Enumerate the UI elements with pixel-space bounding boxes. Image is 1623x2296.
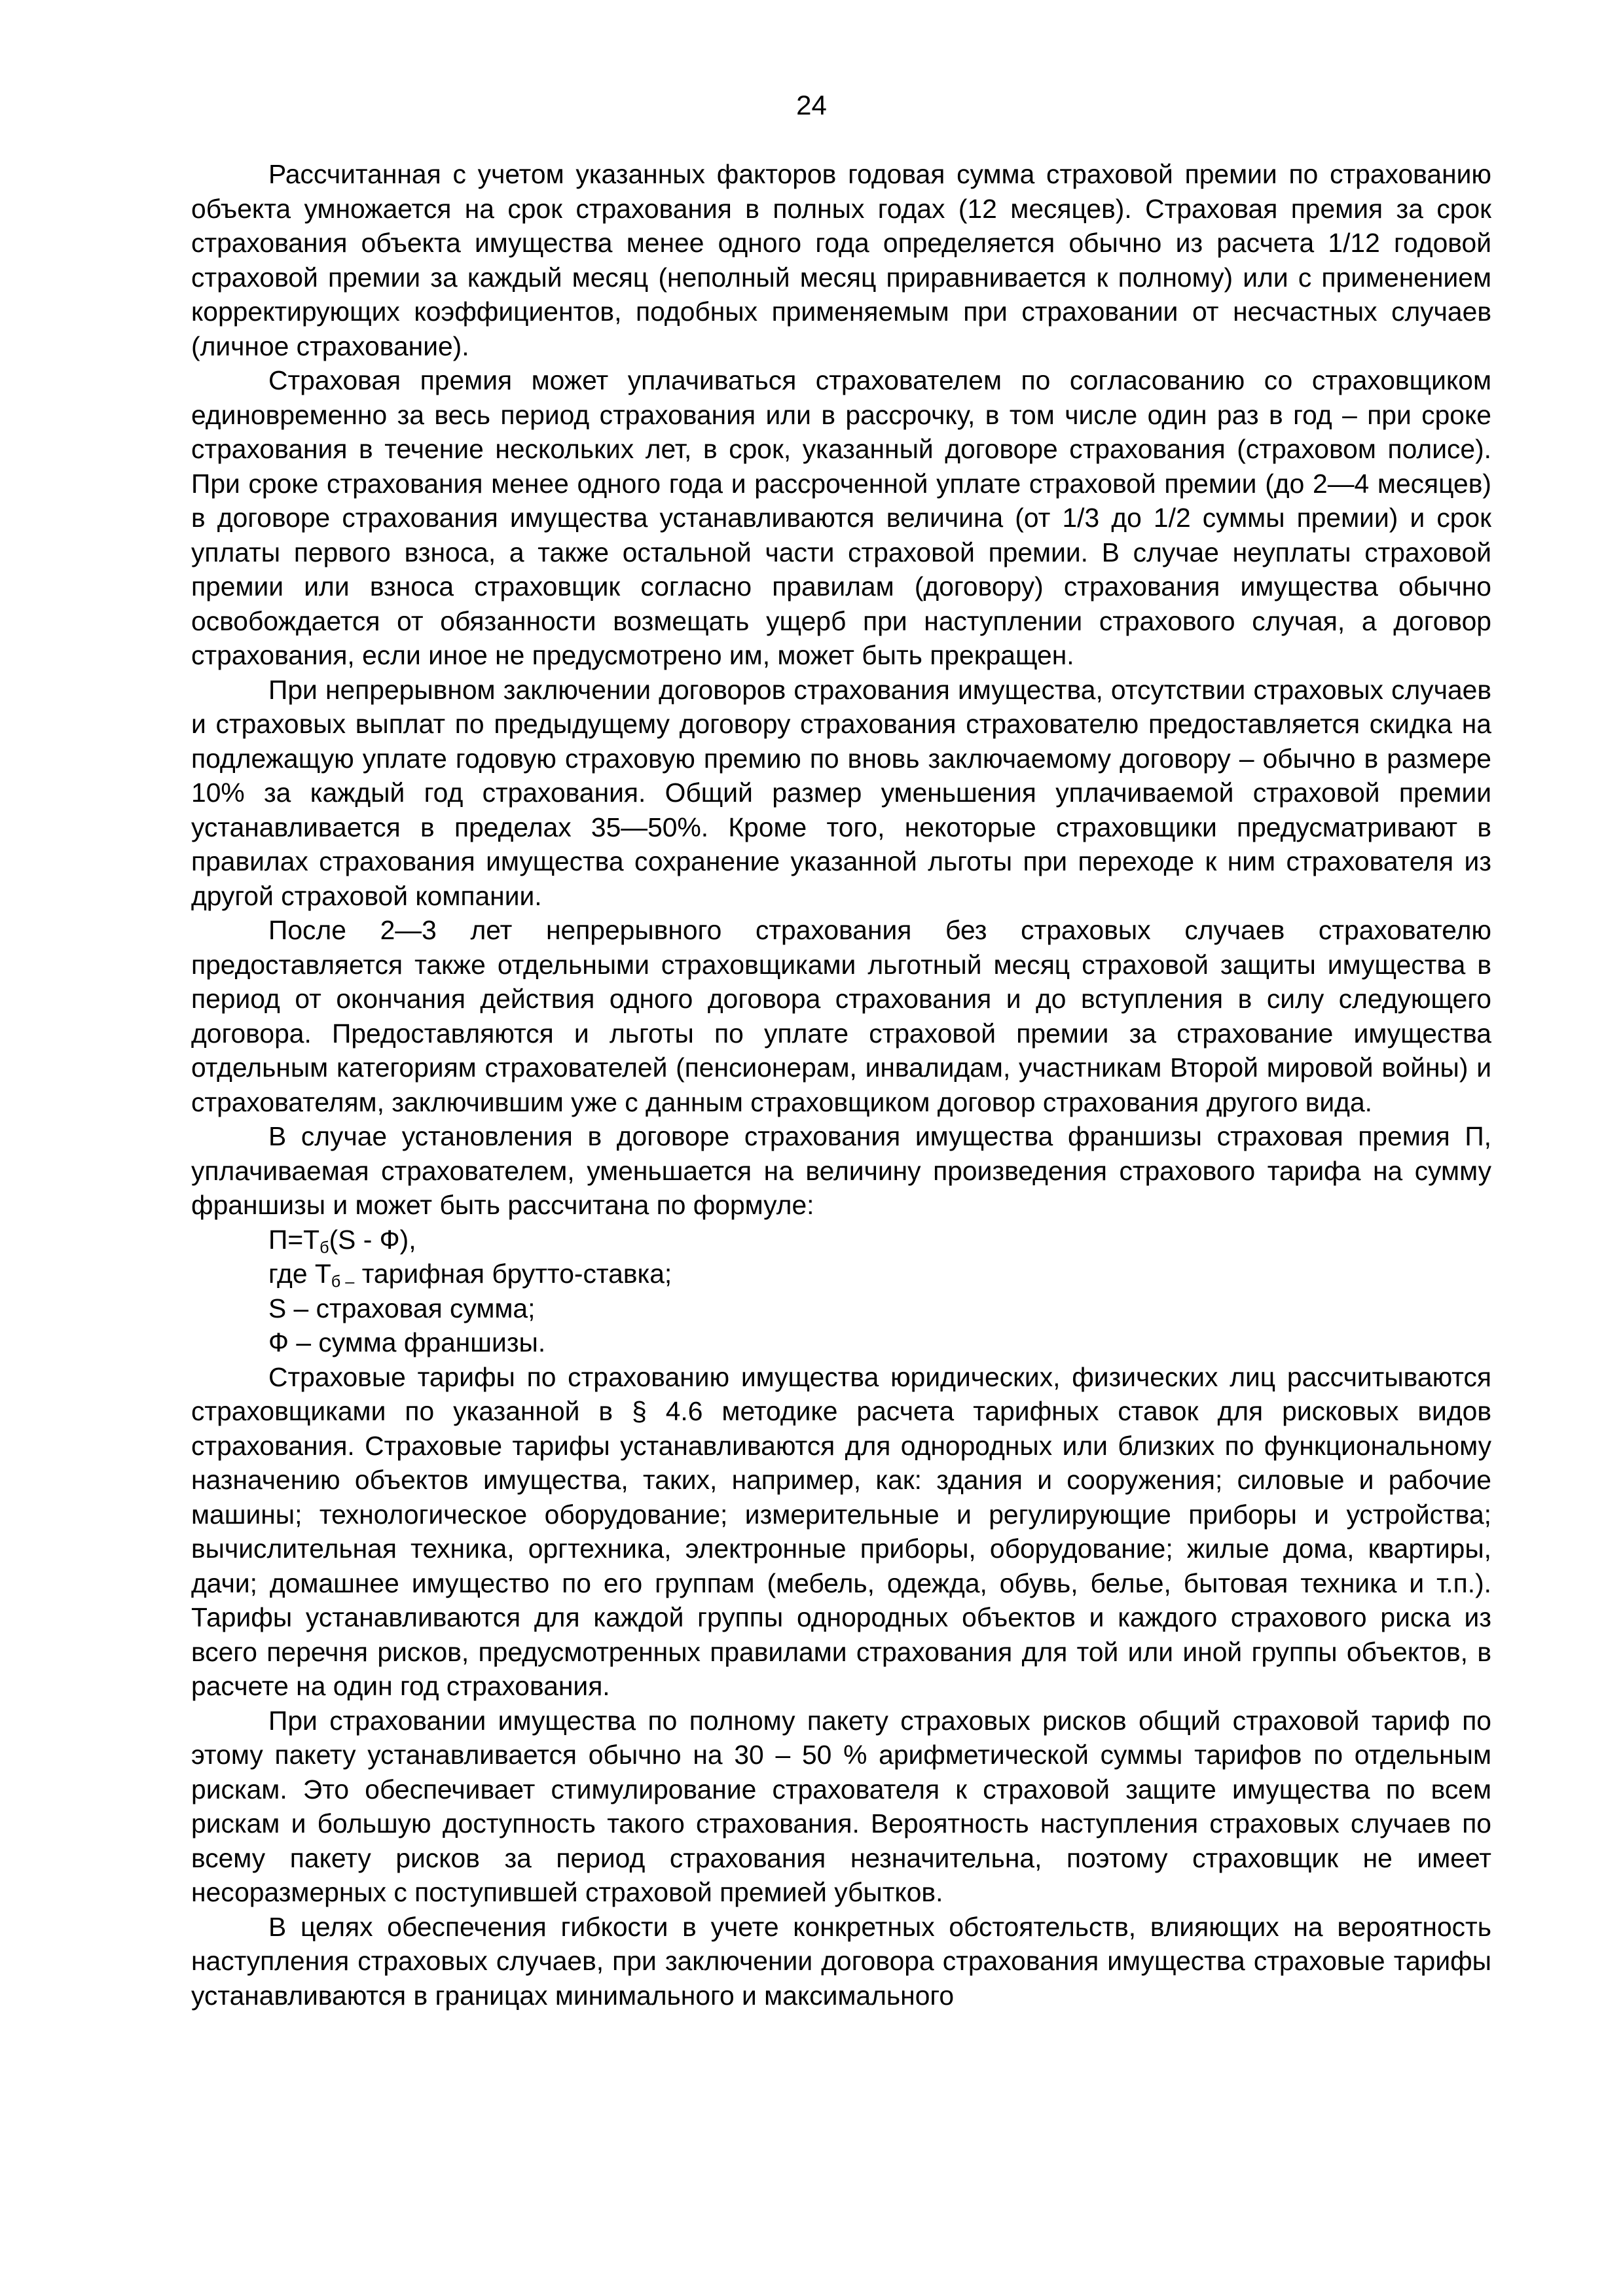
paragraph-annual-premium: Рассчитанная с учетом указанных факторов годовая сумма страховой премии по страхованию объекта умножается на срок страхования в полных годах (12 месяцев). Страховая премия за срок страхования объекта имущества менее одного года определяется обычно из расчета 1/12 годовой страховой премии за каждый месяц (неполный месяц приравнивается к полному) или с применением корректирующих коэффициентов, подобных применяемым при страховании от несчастных случаев (личное страхование). [191,159,1491,361]
formula-definition-franchise: Ф – сумма франшизы. [268,1327,546,1357]
page-number: 24 [796,90,827,120]
formula-definition-sum: S – страховая сумма; [268,1293,536,1323]
formula-main: $П=Т_б(S - Ф)$, [268,1224,416,1257]
paragraph-payment-terms: Страховая премия может уплачиваться страхователем по согласованию со страховщиком единовременно за весь период страхования или в рассрочку, в том числе один раз в год – при сроке страхования в течение нескольких лет, в срок, указанный договоре страхования (страховом полисе). При сроке страхования менее одного года и рассроченной уплате страховой премии (до 2—4 месяцев) в договоре страхования имущества устанавливаются величина (от 1/3 до 1/2 суммы премии) и срок уплаты первого взноса, а также остальной части страховой премии. В случае неуплаты страховой премии или взноса страховщик согласно правилам (договору) страхования имущества обычно освобождается от обязанности возмещать ущерб при наступлении страхового случая, а договор страхования, если иное не предусмотрено им, может быть прекращен. [191,365,1491,670]
paragraph-franchise: В случае установления в договоре страхования имущества франшизы страховая премия П, уплачиваемая страхователем, уменьшается на величину произведения страхового тарифа на сумму франшизы и может быть рассчитана по формуле: [191,1121,1491,1220]
paragraph-grace-month: После 2—3 лет непрерывного страхования без страховых случаев страхователю предоставляется также отдельными страховщиками льготный месяц страховой защиты имущества в период от окончания действия одного договора страхования и до вступления в силу следующего договора. Предоставляются и льготы по уплате страховой премии за страхование имущества отдельным категориям страхователей (пенсионерам, инвалидам, участникам Второй мировой войны) и страхователям, заключившим уже с данным страховщиком договор страхования другого вида. [191,915,1491,1117]
paragraph-discount: При непрерывном заключении договоров страхования имущества, отсутствии страховых случаев и страховых выплат по предыдущему договору страхования страхователю предоставляется скидка на подлежащую уплате годовую страховую премию по вновь заключаемому договору – обычно в размере 10% за каждый год страхования. Общий размер уменьшения уплачиваемой страховой премии устанавливается в пределах 35—50%. Кроме того, некоторые страховщики предусматривают в правилах страхования имущества сохранение указанной льготы при переходе к ним страхователя из другой страховой компании. [191,674,1491,911]
document-body [191,157,1491,2013]
formula-definition-tariff: где $Т_{б -}$ тарифная брутто-ставка; [268,1259,672,1291]
paragraph-full-package: При страховании имущества по полному пакету страховых рисков общий страховой тариф по этому пакету устанавливается обычно на 30 – 50 % арифметической суммы тарифов по отдельным рискам. Это обеспечивает стимулирование страхователя к страховой защите имущества по всем рискам и большую доступность такого страхования. Вероятность наступления страховых случаев по всему пакету рисков за период страхования незначительна, поэтому страховщик не имеет несоразмерных с поступившей страховой премией убытков. [191,1705,1491,1907]
paragraph-tariffs: Страховые тарифы по страхованию имущества юридических, физических лиц рассчитываются страховщиками по указанной в § 4.6 методике расчета тарифных ставок для рисковых видов страхования. Страховые тарифы устанавливаются для однородных или близких по функциональному назначению объектов имущества, таких, например, как: здания и сооружения; силовые и рабочие машины; технологическое оборудование; измерительные и регулирующие приборы и устройства; вычислительная техника, оргтехника, электронные приборы, оборудование; жилые дома, квартиры, дачи; домашнее имущество по его группам (мебель, одежда, обувь, белье, бытовая техника и т.п.). Тарифы устанавливаются для каждой группы однородных объектов и каждого страхового риска из всего перечня рисков, предусмотренных правилами страхования для той или иной группы объектов, в расчете на один год страхования. [191,1361,1491,1701]
paragraph-flexibility: В целях обеспечения гибкости в учете конкретных обстоятельств, влияющих на вероятность наступления страховых случаев, при заключении договора страхования имущества страховые тарифы устанавливаются в границах минимального и максимального [191,1911,1491,2011]
